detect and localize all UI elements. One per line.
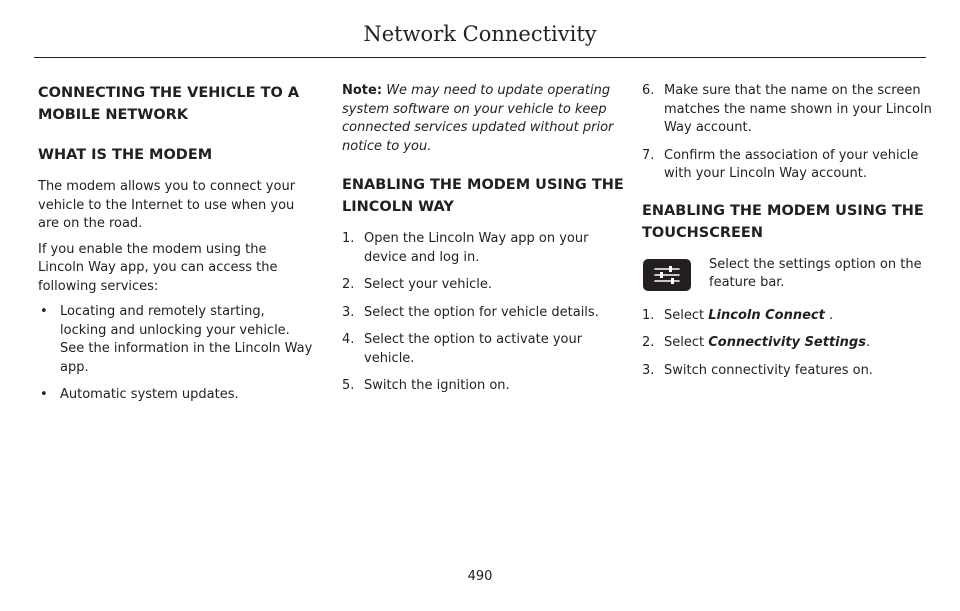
step-number: 2. — [342, 277, 355, 292]
step-number: 2. — [642, 335, 655, 350]
list-item — [342, 331, 626, 368]
list-item-text: Locating and remotely starting, locking and unlocking your vehicle. See the information in the Lincoln Way app. — [60, 304, 313, 375]
step-text: Switch the ignition on. — [364, 378, 510, 393]
section-heading-connecting — [38, 82, 314, 126]
paragraph-modem-intro: The modem allows you to connect your vehicle to the Internet to use when you are on the road. — [38, 179, 296, 231]
note-text: We may need to update operating system software on your vehicle to keep connected services updated without prior notice to you. — [342, 83, 614, 154]
step-text: Select the option for vehicle details. — [364, 304, 599, 320]
column-2 — [342, 82, 626, 405]
page-title: Network Connectivity — [363, 22, 597, 46]
section-heading-lincoln-way: ENABLING THE MODEM USING THE LINCOLN WAY — [342, 177, 624, 215]
settings-sliders-icon — [643, 259, 691, 291]
list-item — [342, 377, 626, 396]
step-text-prefix: Select — [664, 307, 709, 323]
list-item — [342, 304, 626, 323]
step-text: Open the Lincoln Way app on your device and log in. — [364, 231, 589, 265]
step-number: 3. — [342, 304, 355, 320]
heading-line-2: MOBILE NETWORK — [38, 107, 189, 123]
page-number: 490 — [467, 569, 493, 584]
lincoln-way-steps — [342, 230, 626, 396]
menu-option-connectivity-settings: Connectivity Settings — [708, 335, 866, 350]
step-text: Make sure that the name on the screen matches the name shown in your Lincoln Way account. — [664, 83, 932, 135]
column-3 — [642, 82, 932, 389]
step-text-prefix: Select — [664, 335, 709, 350]
step-number: 3. — [642, 362, 655, 378]
list-item — [642, 307, 932, 326]
list-item — [38, 386, 314, 405]
column-1 — [38, 82, 314, 414]
step-number: 1. — [642, 307, 655, 323]
list-item — [342, 276, 626, 295]
note-label: Note: — [342, 83, 383, 98]
list-item — [642, 147, 932, 184]
bullet-marker: • — [40, 387, 48, 402]
step-text-suffix: . — [824, 307, 834, 323]
step-number: 4. — [342, 332, 355, 347]
step-number: 6. — [642, 83, 655, 98]
note-paragraph — [342, 82, 626, 156]
step-number: 1. — [342, 231, 355, 246]
paragraph-services-intro: If you enable the modem using the Lincoln Way app, you can access the following services: — [38, 241, 278, 294]
header-divider — [34, 57, 926, 58]
menu-option-lincoln-connect: Lincoln Connect — [708, 307, 825, 323]
list-item — [642, 82, 932, 138]
section-heading-touchscreen: ENABLING THE MODEM USING THE TOUCHSCREEN — [642, 202, 924, 241]
bullet-marker: • — [40, 304, 48, 319]
touchscreen-steps — [642, 307, 932, 381]
list-item — [642, 334, 932, 353]
lincoln-way-steps-continued — [642, 82, 932, 184]
list-item — [38, 303, 314, 377]
heading-line-1: CONNECTING THE VEHICLE TO A — [38, 85, 300, 101]
step-number: 5. — [342, 378, 355, 393]
list-item — [642, 362, 932, 381]
step-number: 7. — [642, 147, 655, 163]
section-heading-what-is-modem: WHAT IS THE MODEM — [38, 147, 213, 163]
step-text: Switch connectivity features on. — [664, 362, 873, 378]
step-text: Select your vehicle. — [364, 277, 493, 292]
services-list — [38, 303, 314, 405]
step-text: Select the option to activate your vehicle. — [364, 332, 583, 366]
list-item-text: Automatic system updates. — [60, 387, 239, 402]
settings-instruction-text: Select the settings option on the feature bar. — [709, 256, 922, 290]
list-item — [342, 230, 626, 267]
step-text: Confirm the association of your vehicle with your Lincoln Way account. — [664, 147, 919, 181]
settings-instruction — [642, 256, 932, 293]
step-text-suffix: . — [865, 335, 871, 350]
